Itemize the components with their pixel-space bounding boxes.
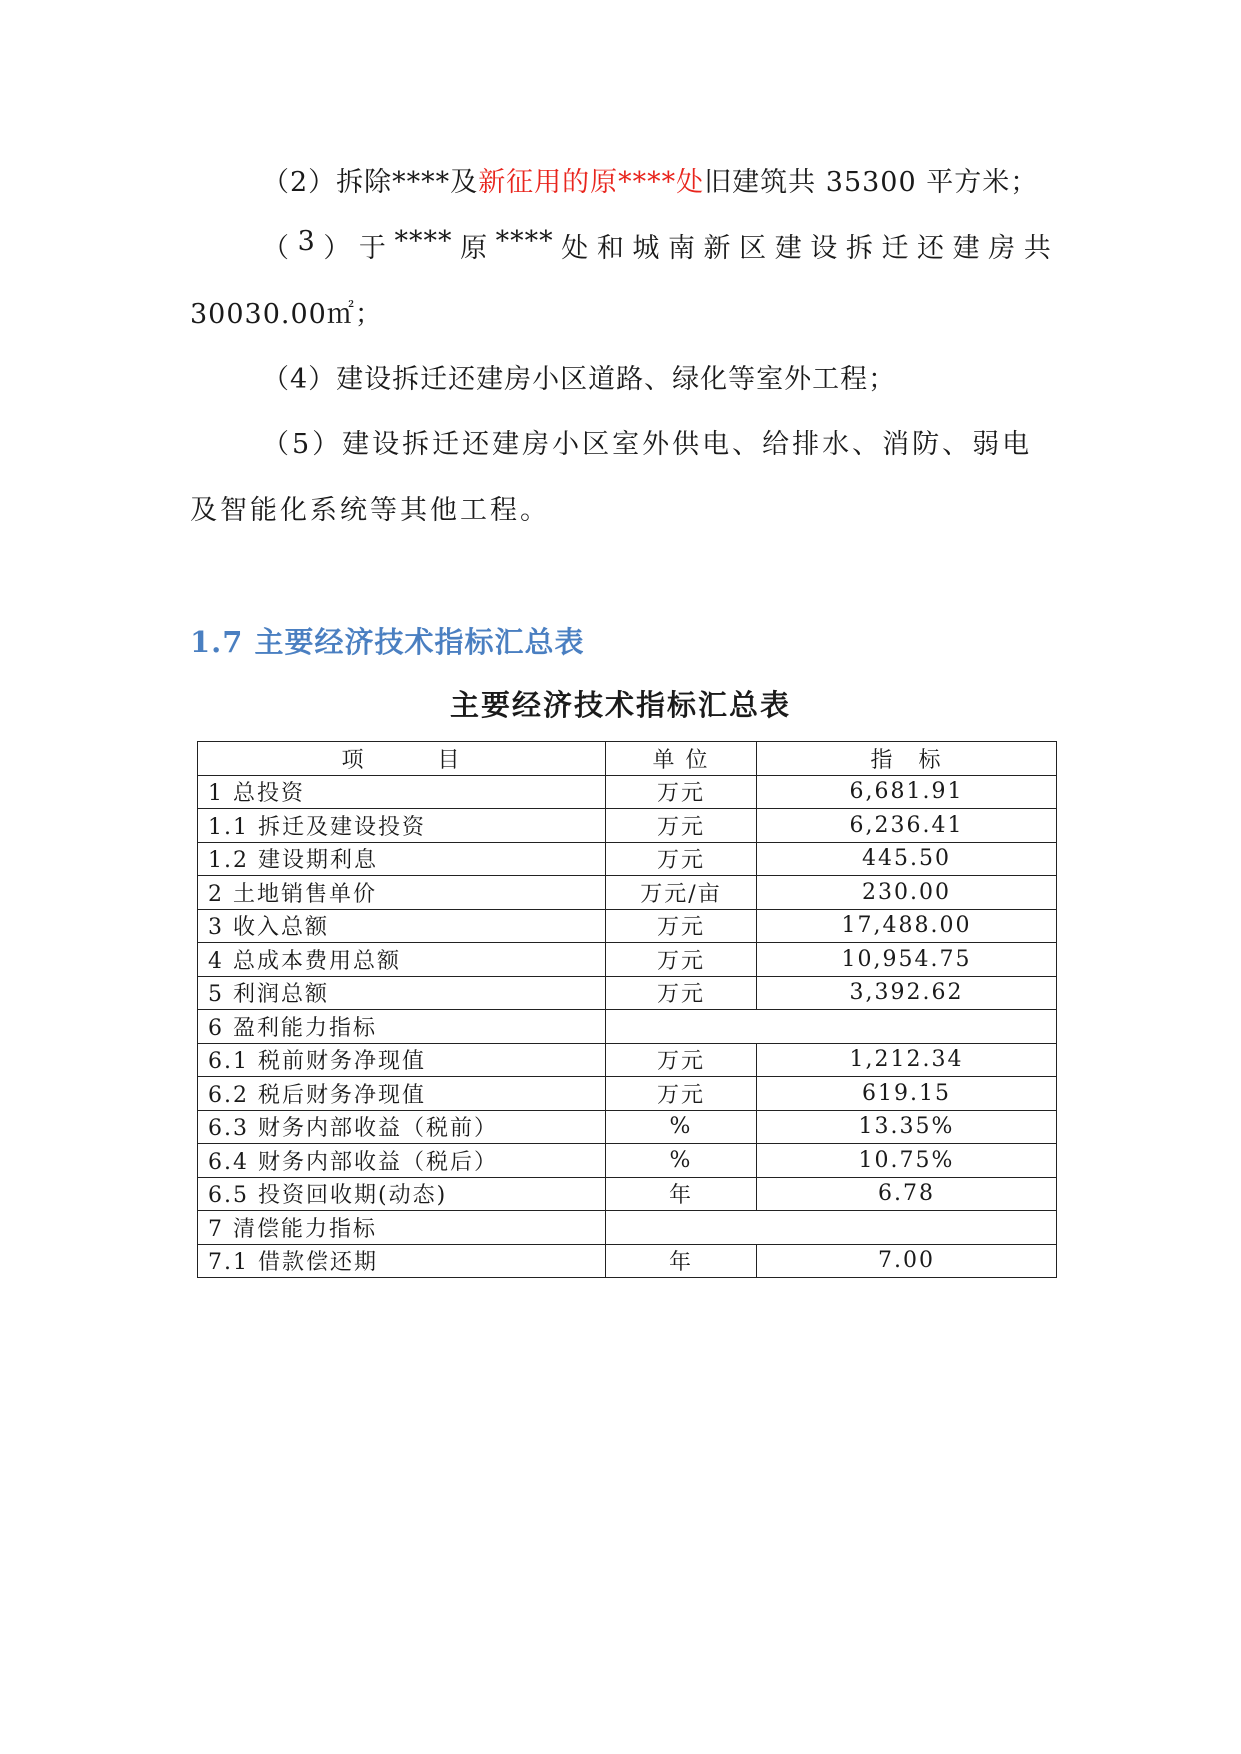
paragraph-fragment: 区: [739, 233, 768, 264]
cell-item: 7 清偿能力指标: [198, 1211, 606, 1245]
table-row: [198, 976, 1057, 1010]
paragraph-fragment: 原: [460, 233, 489, 264]
cell-item: 6 盈利能力指标: [198, 1010, 606, 1044]
paragraph-fragment: 房: [988, 233, 1017, 264]
cell-value: 10.75%: [757, 1144, 1057, 1178]
cell-value: 3,392.62: [757, 976, 1057, 1010]
table-row: [198, 876, 1057, 910]
cell-value: 10,954.75: [757, 943, 1057, 977]
cell-value: 230.00: [757, 876, 1057, 910]
cell-unit: %: [606, 1144, 757, 1178]
cell-item: 5 利润总额: [198, 976, 606, 1010]
paragraph-fragment: 3: [297, 226, 316, 257]
cell-item: 6.2 税后财务净现值: [198, 1077, 606, 1111]
table-row: [198, 809, 1057, 843]
paragraph-item-2-start: （2）拆除****及: [262, 167, 479, 198]
paragraph-fragment: 城: [632, 233, 661, 264]
paragraph-fragment: 还: [917, 233, 946, 264]
paragraph-fragment: 于: [358, 233, 387, 264]
cell-item: 7.1 借款偿还期: [198, 1244, 606, 1278]
cell-item: 6.1 税前财务净现值: [198, 1043, 606, 1077]
cell-unit: 万元/亩: [606, 876, 757, 910]
paragraph-fragment: 南: [667, 233, 696, 264]
paragraph-item-4: （4）建设拆迁还建房小区道路、绿化等室外工程；: [262, 364, 897, 395]
paragraph-fragment: ）: [323, 233, 352, 264]
paragraph-fragment: 共: [1023, 233, 1052, 264]
paragraph-fragment: 处: [561, 233, 590, 264]
cell-item: 1.1 拆迁及建设投资: [198, 809, 606, 843]
cell-item: 6.5 投资回收期(动态): [198, 1177, 606, 1211]
header-value: 指 标: [757, 742, 1057, 776]
paragraph-item-3: [262, 226, 1052, 265]
paragraph-fragment: 设: [810, 233, 839, 264]
header-item: 项 目: [198, 742, 606, 776]
paragraph-item-5-continued: 及智能化系统等其他工程。: [190, 495, 550, 526]
paragraph-fragment: 建: [952, 233, 981, 264]
cell-item: 3 收入总额: [198, 909, 606, 943]
paragraph-fragment: （: [262, 233, 290, 264]
cell-unit: 万元: [606, 1077, 757, 1111]
paragraph-item-2: [262, 160, 1038, 199]
paragraph-fragment: 迁: [881, 233, 910, 264]
paragraph-fragment: 建: [774, 233, 803, 264]
table-row: [198, 1043, 1057, 1077]
cell-item: 2 土地销售单价: [198, 876, 606, 910]
table-row: [198, 909, 1057, 943]
cell-value: 6,681.91: [757, 775, 1057, 809]
cell-unit: 万元: [606, 976, 757, 1010]
cell-unit: 万元: [606, 809, 757, 843]
table-caption: 主要经济技术指标汇总表: [449, 688, 791, 722]
table-row: [198, 1144, 1057, 1178]
table-row: [198, 1244, 1057, 1278]
section-heading: 1.7 主要经济技术指标汇总表: [190, 625, 585, 659]
cell-unit: %: [606, 1110, 757, 1144]
cell-value: 13.35%: [757, 1110, 1057, 1144]
cell-unit: 年: [606, 1177, 757, 1211]
cell-value: 17,488.00: [757, 909, 1057, 943]
cell-item: 4 总成本费用总额: [198, 943, 606, 977]
table-body: [198, 775, 1057, 1278]
table-header-row: [198, 742, 1057, 776]
cell-item: 1 总投资: [198, 775, 606, 809]
cell-item: 1.2 建设期利息: [198, 842, 606, 876]
paragraph-fragment: ****: [495, 226, 554, 257]
cell-item: 6.4 财务内部收益（税后）: [198, 1144, 606, 1178]
paragraph-fragment: 拆: [845, 233, 874, 264]
table-row: [198, 775, 1057, 809]
cell-empty-merged: [606, 1211, 1057, 1245]
paragraph-fragment: 新: [703, 233, 732, 264]
paragraph-fragment: ****: [394, 226, 453, 257]
header-unit: 单 位: [606, 742, 757, 776]
paragraph-item-2-end: 旧建筑共 35300 平方米；: [704, 167, 1039, 198]
cell-unit: 万元: [606, 909, 757, 943]
cell-unit: 万元: [606, 842, 757, 876]
cell-value: 6,236.41: [757, 809, 1057, 843]
cell-unit: 万元: [606, 1043, 757, 1077]
table-row: [198, 842, 1057, 876]
cell-unit: 万元: [606, 943, 757, 977]
paragraph-item-3-continued: 30030.00㎡；: [190, 299, 383, 330]
cell-unit: 年: [606, 1244, 757, 1278]
cell-empty-merged: [606, 1010, 1057, 1044]
cell-unit: 万元: [606, 775, 757, 809]
table-row: [198, 1010, 1057, 1044]
cell-item: 6.3 财务内部收益（税前）: [198, 1110, 606, 1144]
cell-value: 619.15: [757, 1077, 1057, 1111]
table-row: [198, 1077, 1057, 1111]
cell-value: 1,212.34: [757, 1043, 1057, 1077]
cell-value: 445.50: [757, 842, 1057, 876]
cell-value: 7.00: [757, 1244, 1057, 1278]
highlighted-text: 新征用的原****处: [478, 167, 705, 198]
cell-value: 6.78: [757, 1177, 1057, 1211]
table-row: [198, 1110, 1057, 1144]
table-row: [198, 943, 1057, 977]
table-row: [198, 1177, 1057, 1211]
paragraph-item-5: （5）建设拆迁还建房小区室外供电、给排水、消防、弱电: [262, 429, 1033, 460]
table-row: [198, 1211, 1057, 1245]
paragraph-fragment: 和: [596, 233, 625, 264]
indicator-table: [197, 741, 1057, 1278]
